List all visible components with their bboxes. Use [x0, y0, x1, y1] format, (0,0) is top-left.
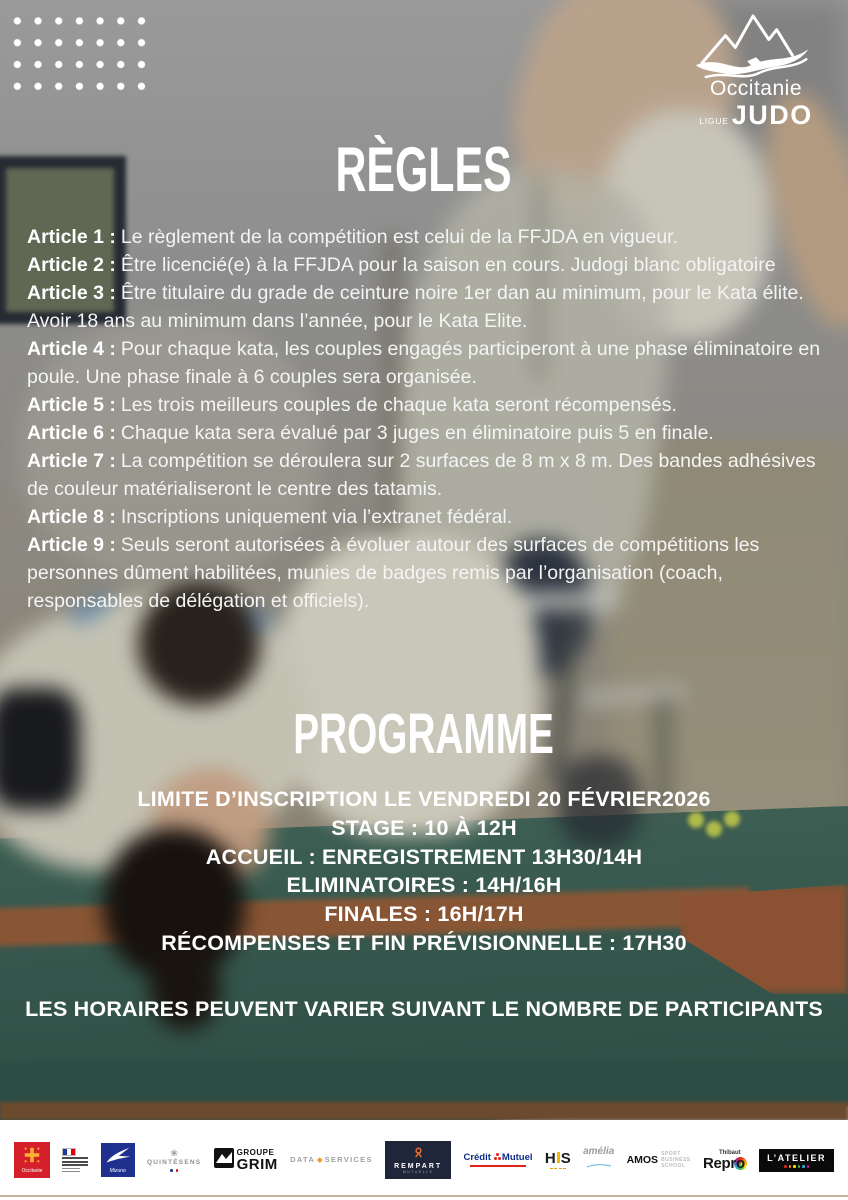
logo-judo-label: JUDO: [731, 100, 813, 130]
dots-pattern: [7, 10, 152, 98]
sponsor-logo-data-services: DATA SERVICES: [290, 1155, 373, 1165]
sponsor-logo-thibaut-repro: Thibaut Repro: [702, 1149, 745, 1172]
sponsor-logo-credit-mutuel: Crédit Mutuel: [463, 1153, 532, 1167]
rule-article-8: [27, 503, 831, 531]
article-4-text: Pour chaque kata, les couples engagés participeront à une phase éliminatoire en poule. Une phase finale à 6 couples sera organisée.: [27, 338, 821, 388]
ligue-occitanie-judo-logo: [680, 4, 832, 131]
sponsor-logo-amelia: amélia: [583, 1147, 614, 1173]
rule-article-2: [27, 251, 831, 279]
rule-article-7: [27, 447, 831, 503]
sponsor-logo-amos: AMOS SPORT BUSINESS SCHOOL: [626, 1150, 691, 1169]
article-3-label: Article 3 :: [27, 282, 116, 304]
article-1-text: Le règlement de la compétition est celui de la FFJDA en vigueur.: [120, 226, 679, 248]
programme-line-deadline: LIMITE D’INSCRIPTION LE VENDREDI 20 FÉVRIER2026: [137, 787, 711, 811]
article-2-text: Être licencié(e) à la FFJDA pour la saison en cours. Judogi blanc obligatoire: [120, 254, 776, 276]
sponsor-logo-mizuno: Mizuno: [101, 1143, 135, 1177]
article-6-text: Chaque kata sera évalué par 3 juges en éliminatoire puis 5 en finale.: [120, 422, 714, 444]
rule-article-6: [27, 419, 831, 447]
photo-floor-edge: [0, 1102, 848, 1120]
article-9-label: Article 9 :: [27, 534, 116, 556]
logo-ligue-label: LIGUE: [699, 116, 729, 126]
amelia-swoosh-icon: [586, 1157, 612, 1173]
mizuno-runbird-icon: [105, 1146, 131, 1168]
article-3-text: Être titulaire du grade de ceinture noire 1er dan au minimum, pour le Kata élite. Avoir 18 ans au minimum dans l’année, pour le Kata Elite.: [27, 282, 804, 332]
french-flag-icon: [62, 1148, 76, 1156]
logo-region-name: Occitanie: [709, 77, 803, 100]
programme-line-eliminatoires: ELIMINATOIRES : 14H/16H: [286, 873, 562, 898]
article-7-label: Article 7 :: [27, 450, 116, 472]
color-dots-icon: [784, 1165, 809, 1168]
article-4-label: Article 4 :: [27, 338, 116, 360]
article-5-label: Article 5 :: [27, 394, 116, 416]
programme-line-finales: FINALES : 16H/17H: [324, 902, 524, 927]
diamond-icon: [317, 1158, 322, 1163]
programme-line-recompenses: RÉCOMPENSES ET FIN PRÉVISIONNELLE : 17H30: [161, 930, 687, 955]
sponsor-logo-quintesens: ❀ QUINTÉSENS: [147, 1149, 201, 1172]
programme-line-stage: STAGE : 10 À 12H: [331, 815, 517, 840]
article-8-label: Article 8 :: [27, 506, 116, 528]
article-2-label: Article 2 :: [27, 254, 116, 276]
programme-schedule: [0, 785, 848, 958]
programme-note: LES HORAIRES PEUVENT VARIER SUIVANT LE NOMBRE DE PARTICIPANTS: [25, 997, 823, 1021]
rule-article-5: [27, 391, 831, 419]
grim-mark-icon: [214, 1148, 234, 1172]
sponsor-logo-rempart: REMPART MUTUELLE: [385, 1141, 451, 1179]
programme-line-accueil: ACCUEIL : ENREGISTREMENT 13H30/14H: [205, 844, 643, 869]
mountains-belt-icon: [680, 4, 832, 81]
rule-article-9: [27, 531, 831, 615]
credit-mutuel-dots-icon: [494, 1157, 497, 1160]
rule-article-1: [27, 223, 831, 251]
article-6-label: Article 6 :: [27, 422, 116, 444]
hs-yellow-bar-icon: [557, 1152, 560, 1163]
article-9-text: Seuls seront autorisées à évoluer autour des surfaces de compétitions les personnes dûment habilitées, munies de badges remis par l’organisation (coach, responsables de délégation et officiels).: [27, 534, 760, 612]
article-1-label: Article 1 :: [27, 226, 116, 248]
sponsor-logo-hs: H S: [544, 1150, 571, 1168]
sponsor-logo-groupe-grim: GROUPE GRIM: [214, 1148, 278, 1172]
rule-article-3: [27, 279, 831, 335]
sponsor-logo-latelier: L’ATELIER: [759, 1149, 834, 1172]
sponsor-logo-gouvernement: [62, 1148, 88, 1173]
rules-articles: [27, 223, 831, 615]
rempart-ribbon-icon: [413, 1146, 424, 1162]
programme-title: PROGRAMME: [293, 702, 555, 766]
article-8-text: Inscriptions uniquement via l’extranet fédéral.: [120, 506, 513, 528]
article-5-text: Les trois meilleurs couples de chaque kata seront récompensés.: [120, 394, 677, 416]
rule-article-4: [27, 335, 831, 391]
sponsors-footer: [0, 1120, 848, 1200]
rules-title: RÈGLES: [335, 135, 513, 205]
croix-occitane-icon: [23, 1146, 41, 1168]
flower-icon: ❀: [170, 1147, 178, 1158]
article-7-text: La compétition se déroulera sur 2 surfaces de 8 m x 8 m. Des bandes adhésives de couleur matérialiseront le centre des tatamis.: [27, 450, 816, 500]
sponsor-logo-region-occitanie: Occitanie: [14, 1142, 50, 1178]
